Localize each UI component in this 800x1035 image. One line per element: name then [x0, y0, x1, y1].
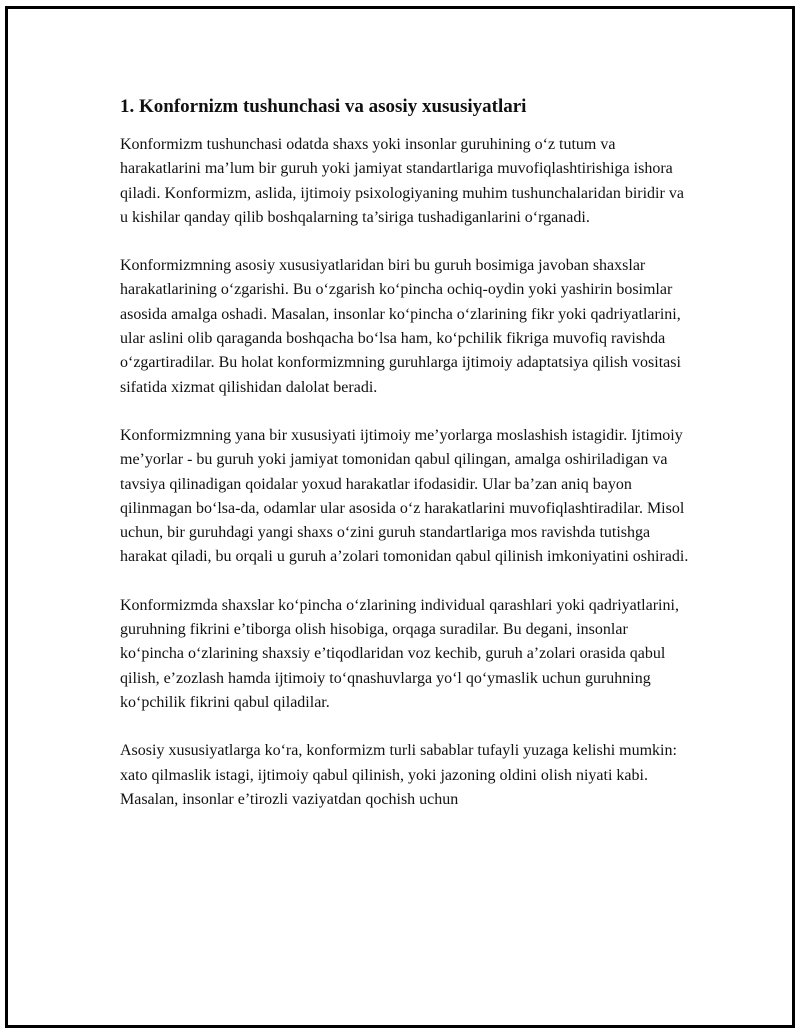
- document-page: [5, 6, 795, 1028]
- section-heading: 1. Konfornizm tushunchasi va asosiy xususiyatlari: [120, 96, 527, 117]
- paragraph: Asosiy xususiyatlarga ko‘ra, konformizm turli sabablar tufayli yuzaga kelishi mumkin: xato qilmaslik istagi, ijtimoiy qabul qilinish, yoki jazoning oldini olish niyati kabi. Masalan, insonlar e’tirozli vaziyatdan qochish uchun: [120, 742, 677, 808]
- paragraph: Konformizmning asosiy xususiyatlaridan biri bu guruh bosimiga javoban shaxslar harakatlarining o‘zgarishi. Bu o‘zgarish ko‘pincha ochiq-oydin yoki yashirin bosimlar asosida amalga oshadi. Masalan, insonlar ko‘pincha o‘zlarining fikr yoki qadriyatlarini, ular aslini olib qaraganda boshqacha bo‘lsa ham, ko‘pchilik fikriga muvofiq ravishda o‘zgartiradilar. Bu holat konformizmning guruhlarga ijtimoiy adaptatsiya qilish vositasi sifatida xizmat qilishidan dalolat beradi.: [120, 257, 681, 396]
- document-body: [120, 94, 690, 836]
- paragraph: Konformizmda shaxslar ko‘pincha o‘zlarining individual qarashlari yoki qadriyatlarini, guruhning fikrini e’tiborga olish hisobiga, orqaga suradilar. Bu degani, insonlar ko‘pincha o‘zlarining shaxsiy e’tiqodlaridan voz kechib, guruh a’zolari orasida qabul qilish, e’zozlash hamda ijtimoiy to‘qnashuvlarga yo‘l qo‘ymaslik uchun guruhning ko‘pchilik fikrini qabul qiladilar.: [120, 596, 679, 711]
- paragraph: Konformizm tushunchasi odatda shaxs yoki insonlar guruhining o‘z tutum va harakatlarini ma’lum bir guruh yoki jamiyat standartlariga muvofiqlashtirishiga ishora qiladi. Konformizm, aslida, ijtimoiy psixologiyaning muhim tushunchalaridan biridir va u kishilar qanday qilib boshqalarning ta’siriga tushadiganlarini o‘rganadi.: [120, 136, 684, 226]
- paragraph: Konformizmning yana bir xususiyati ijtimoiy me’yorlarga moslashish istagidir. Ijtimoiy me’yorlar - bu guruh yoki jamiyat tomonidan qabul qilingan, amalga oshiriladigan va tavsiya qilinadigan qoidalar yoxud harakatlar ifodasidir. Ular ba’zan aniq bayon qilinmagan bo‘lsa-da, odamlar ular asosida o‘z harakatlarini muvofiqlashtiradilar. Misol uchun, bir guruhdagi yangi shaxs o‘zini guruh standartlariga mos ravishda tutishga harakat qiladi, bu orqali u guruh a’zolari tomonidan qabul qilinish imkoniyatini oshiradi.: [120, 426, 689, 566]
